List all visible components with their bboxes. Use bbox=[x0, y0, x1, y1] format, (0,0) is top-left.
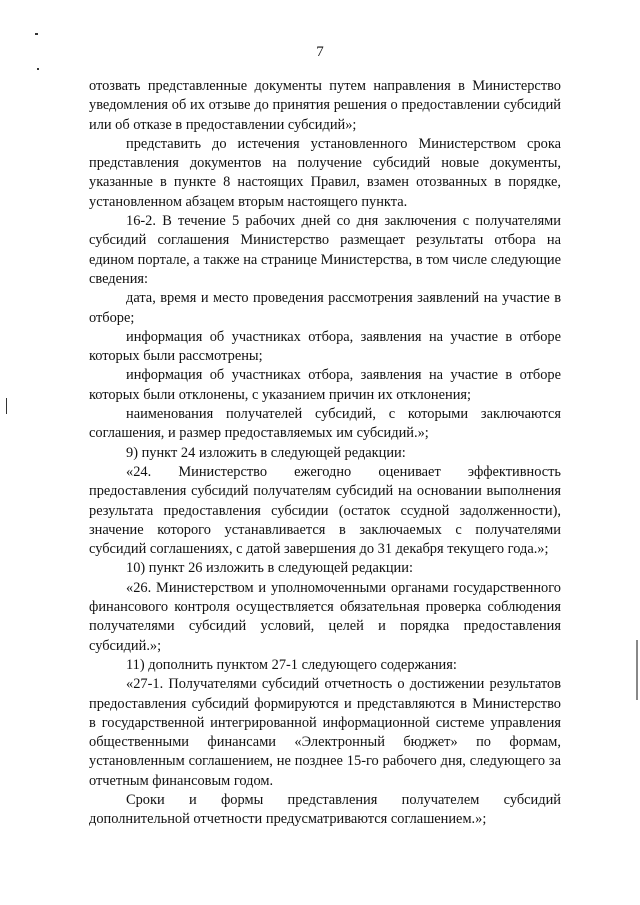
paragraph-participants-reviewed: информация об участниках отбора, заявления на участие в отборе которых были рассмотрены; bbox=[89, 328, 561, 365]
paragraph-item-9: 9) пункт 24 изложить в следующей редакции: bbox=[126, 444, 406, 461]
paragraph-point-24: «24. Министерство ежегодно оценивает эффективность предоставления субсидий получателям субсидий на основании выполнения результата предоставления субсидии (остаток ссудной задолженности), значение которого устанавливается в заключаемых с получателями субсидий соглашениях, с датой завершения до 31 декабря текущего года.»; bbox=[89, 463, 561, 558]
scan-artifact-upper bbox=[37, 68, 39, 70]
paragraph-item-11: 11) дополнить пунктом 27-1 следующего содержания: bbox=[126, 656, 457, 673]
paragraph-16-2: 16-2. В течение 5 рабочих дней со дня заключения с получателями субсидий соглашения Министерство размещает результаты отбора на едином портале, а также на странице Министерства, в том числе следующие сведения: bbox=[89, 213, 561, 287]
paragraph-resubmit-documents: представить до истечения установленного Министерством срока представления документов на получение субсидий новые документы, указанные в пункте 8 настоящих Правил, взамен отозванных в порядке, установленном абзацем вторым настоящего пункта. bbox=[89, 135, 561, 210]
paragraph-date-time-place: дата, время и место проведения рассмотрения заявлений на участие в отборе; bbox=[89, 290, 561, 326]
paragraph-point-27-1: «27-1. Получателями субсидий отчетность о достижении результатов предоставления субсидий формируются и представляются в Министерство в государственной интегрированной информационной системе управления общественными финансами «Электронный бюджет» по формам, установленным соглашением, не позднее 15-го рабочего дня, следующего за отчетным финансовым годом. bbox=[89, 676, 561, 789]
scan-artifact-right bbox=[636, 640, 638, 700]
paragraph-recipients-names: наименования получателей субсидий, с которыми заключаются соглашения, и размер предоставляемых им субсидий.»; bbox=[89, 406, 561, 442]
paragraph-item-10: 10) пункт 26 изложить в следующей редакции: bbox=[126, 560, 413, 577]
page-number: 7 bbox=[316, 44, 324, 60]
paragraph-withdraw-documents: отозвать представленные документы путем направления в Министерство уведомления об их отзыве до принятия решения о предоставлении субсидий или об отказе в предоставлении субсидий»; bbox=[89, 78, 561, 133]
document-body bbox=[89, 77, 561, 830]
scan-artifact-top bbox=[35, 33, 38, 35]
scan-artifact-middle bbox=[6, 398, 7, 414]
paragraph-additional-reporting: Сроки и формы представления получателем субсидий дополнительной отчетности предусматриваются соглашением.»; bbox=[89, 791, 561, 828]
paragraph-participants-rejected: информация об участниках отбора, заявления на участие в отборе которых были отклонены, с указанием причин их отклонения; bbox=[89, 367, 561, 403]
paragraph-point-26: «26. Министерством и уполномоченными органами государственного финансового контроля осуществляется обязательная проверка соблюдения получателями субсидий условий, целей и порядка предоставления субсидий.»; bbox=[89, 579, 561, 654]
